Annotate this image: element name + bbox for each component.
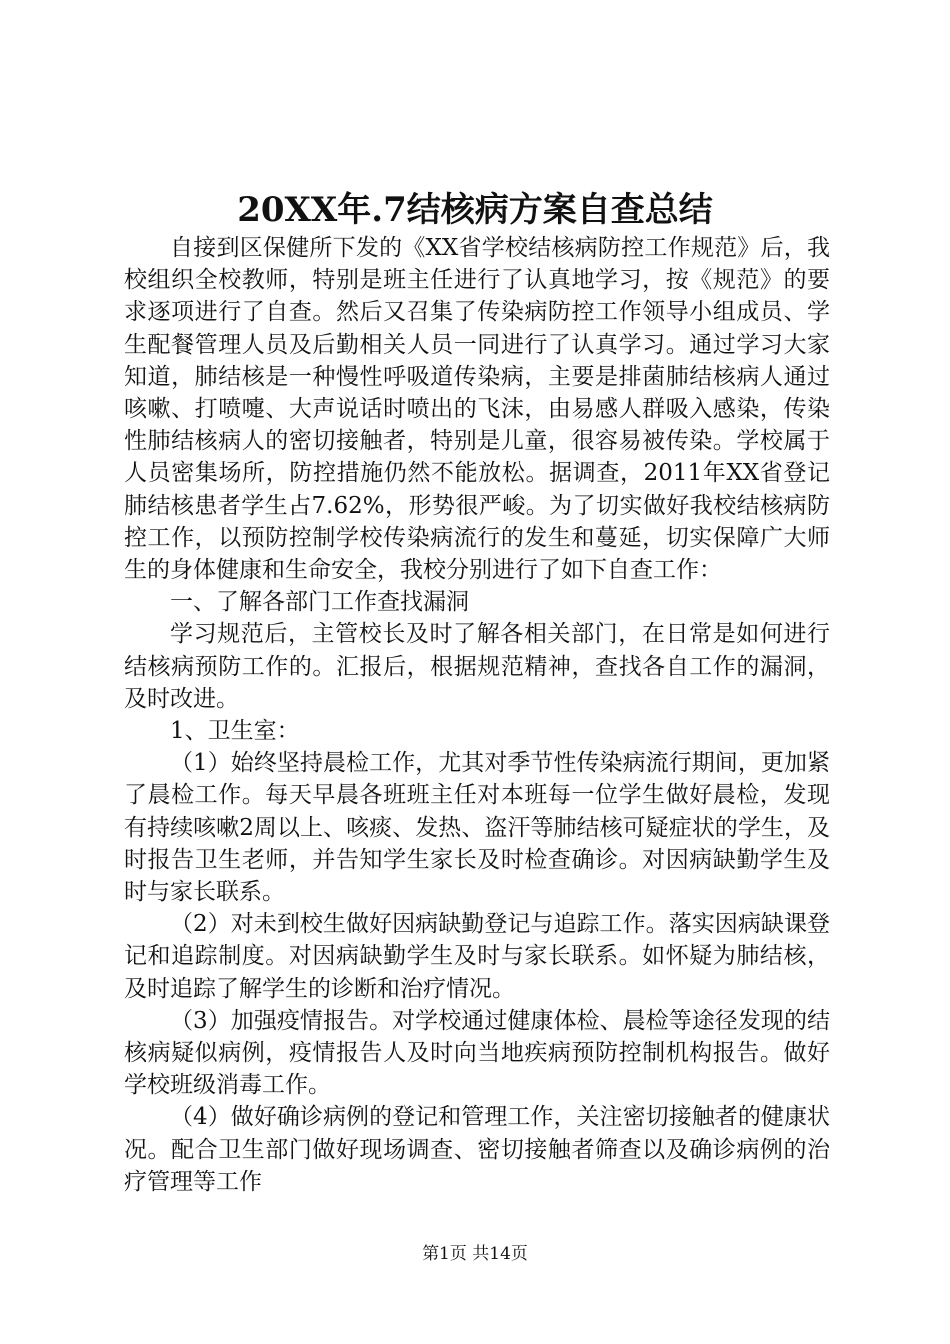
paragraph-item-4: （4）做好确诊病例的登记和管理工作，关注密切接触者的健康状况。配合卫生部门做好现场调查、密切接触者筛查以及确诊病例的治疗管理等工作 bbox=[124, 1104, 830, 1195]
paragraph-item-2: （2）对未到校生做好因病缺勤登记与追踪工作。落实因病缺课登记和追踪制度。对因病缺勤学生及时与家长联系。如怀疑为肺结核，及时追踪了解学生的诊断和治疗情况。 bbox=[124, 911, 830, 1002]
page-number-footer: 第1页 共14页 bbox=[422, 1244, 528, 1264]
paragraph-section-text: 学习规范后，主管校长及时了解各相关部门，在日常是如何进行结核病预防工作的。汇报后，根据规范精神，查找各自工作的漏洞，及时改进。 bbox=[124, 621, 830, 712]
section-heading: 一、了解各部门工作查找漏洞 bbox=[170, 589, 469, 616]
paragraph-item-3: （3）加强疫情报告。对学校通过健康体检、晨检等途径发现的结核病疑似病例，疫情报告人及时向当地疾病预防控制机构报告。做好学校班级消毒工作。 bbox=[124, 1007, 830, 1099]
subsection-heading: 1、卫生室： bbox=[170, 718, 300, 745]
document-body bbox=[124, 232, 830, 1198]
paragraph-item-1: （1）始终坚持晨检工作，尤其对季节性传染病流行期间，更加紧了晨检工作。每天早晨各班班主任对本班每一位学生做好晨检，发现有持续咳嗽2周以上、咳痰、发热、盗汗等肺结核可疑症状的学生，及时报告卫生老师，并告知学生家长及时检查确诊。对因病缺勤学生及时与家长联系。 bbox=[124, 750, 830, 906]
page-title: 20XX年.7结核病方案自查总结 bbox=[237, 190, 713, 230]
paragraph-intro: 自接到区保健所下发的《XX省学校结核病防控工作规范》后，我校组织全校教师，特别是班主任进行了认真地学习，按《规范》的要求逐项进行了自查。然后又召集了传染病防控工作领导小组成员、学生配餐管理人员及后勤相关人员一同进行了认真学习。通过学习大家知道，肺结核是一种慢性呼吸道传染病，主要是排菌肺结核病人通过咳嗽、打喷嚏、大声说话时喷出的飞沫，由易感人群吸入感染，传染性肺结核病人的密切接触者，特别是儿童，很容易被传染。学校属于人员密集场所，防控措施仍然不能放松。据调查，2011年XX省登记肺结核患者学生占7.62%，形势很严峻。为了切实做好我校结核病防控工作，以预防控制学校传染病流行的发生和蔓延，切实保障广大师生的身体健康和生命安全，我校分别进行了如下自查工作： bbox=[124, 235, 830, 584]
